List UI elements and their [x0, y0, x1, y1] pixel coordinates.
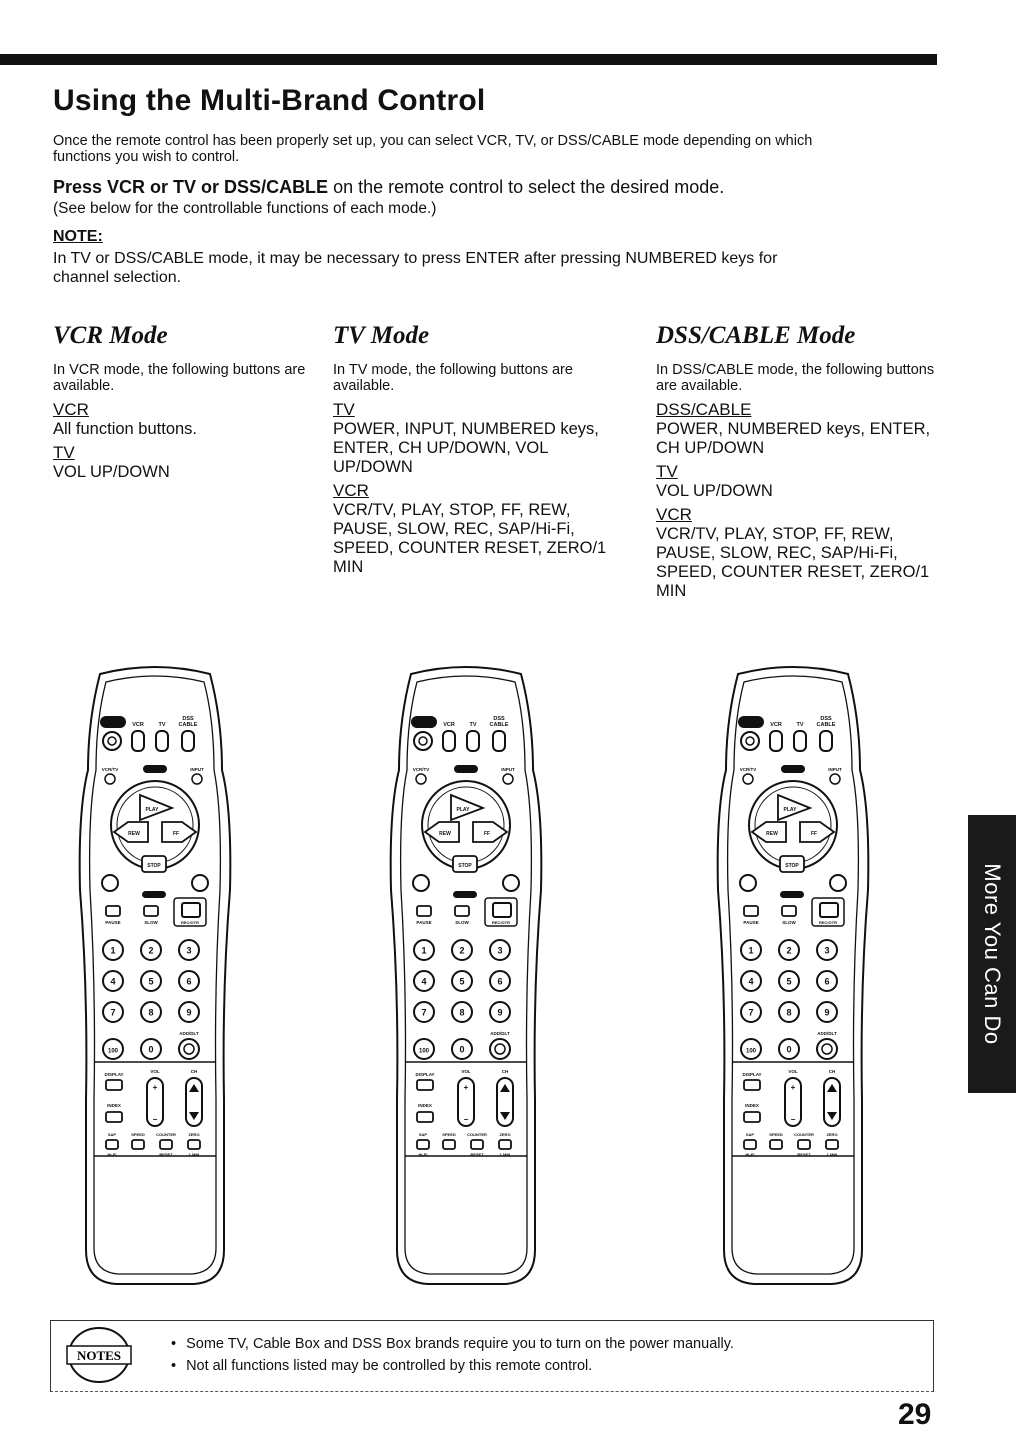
vcr-label: VCR: [443, 722, 455, 728]
slow-label: SLOW: [455, 920, 469, 925]
input-label: INPUT: [501, 767, 515, 772]
adddlt-label: ADD/DLT: [490, 1031, 510, 1036]
power-button: [414, 732, 432, 750]
stop-label: STOP: [458, 863, 472, 869]
number-key-label: 5: [459, 976, 465, 987]
dss-mode-column: [656, 322, 941, 605]
ch-up-button: [740, 875, 756, 891]
enter-button: [780, 891, 804, 898]
display-button: [106, 1080, 122, 1090]
cable-label: CABLE: [489, 722, 509, 728]
vol-plus-label: +: [790, 1083, 796, 1092]
bottom-key-sublabel: 1 MIN: [826, 1152, 838, 1157]
vcrtv-label: VCR/TV: [412, 767, 430, 772]
bottom-key-sublabel: 1 MIN: [188, 1152, 200, 1157]
bottom-key: [188, 1140, 200, 1149]
number-key-label: 8: [459, 1007, 465, 1018]
cable-mode-button: [820, 731, 832, 751]
power-label: POWER: [103, 720, 123, 727]
tv-mode-vcr-label: VCR: [333, 481, 369, 500]
remote-illustration-tv: [387, 660, 545, 1288]
bottom-key: [417, 1140, 429, 1149]
bottom-key: [744, 1140, 756, 1149]
dss-mode-dss-text: POWER, NUMBERED keys, ENTER, CH UP/DOWN: [656, 420, 931, 457]
remote-illustration-dss: [714, 660, 872, 1288]
number-key-label: 5: [148, 976, 154, 987]
vol-label: VOL: [150, 1069, 160, 1074]
adddlt-button: [490, 1039, 510, 1059]
display-button: [417, 1080, 433, 1090]
ff-label: FF: [483, 831, 491, 837]
number-key-label: 9: [497, 1007, 503, 1018]
number-key-label: 9: [824, 1007, 830, 1018]
dss-mode-tv-label: TV: [656, 462, 678, 481]
dss-mode-vcr-label: VCR: [656, 505, 692, 524]
ch-down-button: [192, 875, 208, 891]
bottom-key-sublabel: RESET: [470, 1152, 484, 1157]
number-key-label: 7: [421, 1007, 427, 1018]
number-key-label: 4: [110, 976, 116, 987]
number-key-label: 2: [459, 945, 465, 956]
tv-label: TV: [796, 722, 804, 728]
slow-button: [455, 906, 469, 916]
dss-mode-heading: DSS/CABLE Mode: [656, 322, 856, 349]
bottom-key-label: SAP: [107, 1132, 117, 1137]
stop-label: STOP: [785, 863, 799, 869]
ch-down-button: [503, 875, 519, 891]
index-button: [744, 1112, 760, 1122]
power-button: [741, 732, 759, 750]
ch-down-button: [830, 875, 846, 891]
vcrtv-button: [416, 774, 426, 784]
note-text: In TV or DSS/CABLE mode, it may be necessary to press ENTER after pressing NUMBERED keys for channel selection.: [53, 250, 778, 286]
adddlt-label: ADD/DLT: [817, 1031, 837, 1036]
adddlt-button: [817, 1039, 837, 1059]
vol-minus-label: −: [790, 1115, 796, 1124]
vcrtv-button: [105, 774, 115, 784]
vol-minus-label: −: [463, 1115, 469, 1124]
page-number: 29: [898, 1398, 932, 1431]
notes-item: • Some TV, Cable Box and DSS Box brands require you to turn on the power manually.: [171, 1333, 734, 1355]
dss-mode-dss-label: DSS/CABLE: [656, 400, 752, 419]
number-key-label: 1: [748, 945, 754, 956]
dss-label: DSS: [182, 716, 194, 722]
bottom-key-label: SAP: [745, 1132, 755, 1137]
pause-label: PAUSE: [416, 920, 432, 925]
dss-label: DSS: [493, 716, 505, 722]
ch-label: CH: [190, 1069, 198, 1074]
notes-item: • Not all functions listed may be controlled by this remote control.: [171, 1355, 734, 1377]
display-label: DISPLAY: [415, 1072, 435, 1077]
rec-label: REC/OTR: [492, 920, 510, 925]
input-button: [830, 774, 840, 784]
cable-label: CABLE: [816, 722, 836, 728]
remote-body-group: [80, 667, 231, 1284]
pause-label: PAUSE: [743, 920, 759, 925]
input-label: INPUT: [190, 767, 204, 772]
bottom-key: [160, 1140, 172, 1149]
power-button: [103, 732, 121, 750]
vcrtv-label: VCR/TV: [739, 767, 757, 772]
vcr-mode-heading: VCR Mode: [53, 322, 168, 349]
rew-label: REW: [128, 831, 140, 837]
display-label: DISPLAY: [104, 1072, 124, 1077]
enter-button: [453, 891, 477, 898]
intro-paragraph: Once the remote control has been properly set up, you can select VCR, TV, or DSS/CABLE mode depending on which functions you wish to control.: [53, 133, 813, 165]
pause-button: [417, 906, 431, 916]
number-key-label: 100: [745, 1048, 757, 1055]
bottom-key: [443, 1140, 455, 1149]
slow-label: SLOW: [782, 920, 796, 925]
pause-label: PAUSE: [105, 920, 121, 925]
input-button: [192, 774, 202, 784]
bottom-key: [798, 1140, 810, 1149]
pause-button: [106, 906, 120, 916]
vcrtv-label: VCR/TV: [101, 767, 119, 772]
number-key-label: 1: [110, 945, 116, 956]
bottom-key-label: SPEED: [442, 1132, 456, 1137]
number-key-label: 4: [748, 976, 754, 987]
vol-plus-label: +: [152, 1083, 158, 1092]
number-key-label: 100: [107, 1048, 119, 1055]
number-key-label: 3: [824, 945, 830, 956]
number-key-label: 9: [186, 1007, 192, 1018]
tv-mode-button: [467, 731, 479, 751]
notes-box: [50, 1320, 934, 1392]
input-label: INPUT: [828, 767, 842, 772]
display-label: DISPLAY: [742, 1072, 762, 1077]
tv-mode-vcr-text: VCR/TV, PLAY, STOP, FF, REW, PAUSE, SLOW, REC, SAP/Hi-Fi, SPEED, COUNTER RESET, ZERO/1 MIN: [333, 501, 607, 576]
press-instruction: [53, 177, 873, 198]
vol-label: VOL: [461, 1069, 471, 1074]
vcr-label: VCR: [770, 722, 782, 728]
number-key-label: 2: [148, 945, 154, 956]
index-button: [417, 1112, 433, 1122]
enter-button: [142, 891, 166, 898]
number-key-label: 0: [459, 1044, 465, 1055]
notes-list: [171, 1333, 734, 1377]
bottom-key: [770, 1140, 782, 1149]
ch-up-button: [102, 875, 118, 891]
power-label: POWER: [741, 720, 761, 727]
bottom-key-sublabel: RESET: [797, 1152, 811, 1157]
page-title: Using the Multi-Brand Control: [53, 84, 486, 117]
cable-mode-button: [493, 731, 505, 751]
vol-plus-label: +: [463, 1083, 469, 1092]
bottom-key-sublabel: Hi-Fi: [745, 1152, 755, 1157]
header-rule: [0, 54, 937, 65]
press-bold: Press VCR or TV or DSS/CABLE: [53, 177, 329, 197]
bottom-key: [106, 1140, 118, 1149]
ff-label: FF: [810, 831, 818, 837]
ch-label: CH: [828, 1069, 836, 1074]
bottom-key: [826, 1140, 838, 1149]
notes-icon-label: NOTES: [76, 1348, 122, 1363]
number-key-label: 100: [418, 1048, 430, 1055]
bottom-key-label: SAP: [418, 1132, 428, 1137]
vcr-mode-lead: In VCR mode, the following buttons are available.: [53, 362, 306, 394]
input-button: [503, 774, 513, 784]
vcr-mode-button: [443, 731, 455, 751]
bottom-key: [132, 1140, 144, 1149]
vcrtv-button: [743, 774, 753, 784]
power-label: POWER: [414, 720, 434, 727]
index-label: INDEX: [107, 1103, 121, 1108]
remote-body-group: [718, 667, 869, 1284]
bottom-key-label: SPEED: [769, 1132, 783, 1137]
ch-label: CH: [501, 1069, 509, 1074]
play-label: PLAY: [783, 807, 797, 813]
vcr-mode-button: [770, 731, 782, 751]
number-key-label: 8: [148, 1007, 154, 1018]
number-key-label: 2: [786, 945, 792, 956]
side-tab: [968, 815, 1016, 1093]
note-heading: NOTE:: [53, 228, 103, 245]
adddlt-button: [179, 1039, 199, 1059]
side-tab-label: More You Can Do: [980, 863, 1005, 1045]
rec-button: [820, 903, 838, 917]
play-label: PLAY: [456, 807, 470, 813]
tv-mode-column: [333, 322, 613, 581]
vcr-mode-vcr-label: VCR: [53, 400, 89, 419]
remote-illustration-vcr: [76, 660, 234, 1288]
bottom-key-sublabel: RESET: [159, 1152, 173, 1157]
number-key-label: 3: [497, 945, 503, 956]
bottom-key-label: COUNTER: [467, 1132, 487, 1137]
tv-label: TV: [469, 722, 477, 728]
stop-label: STOP: [147, 863, 161, 869]
dss-mode-lead: In DSS/CABLE mode, the following buttons are available.: [656, 362, 935, 394]
rew-label: REW: [439, 831, 451, 837]
ch-up-button: [413, 875, 429, 891]
vol-minus-label: −: [152, 1115, 158, 1124]
rec-button: [182, 903, 200, 917]
bottom-key-label: ZERO: [826, 1132, 838, 1137]
adddlt-label: ADD/DLT: [179, 1031, 199, 1036]
bottom-key-sublabel: Hi-Fi: [418, 1152, 428, 1157]
rec-label: REC/OTR: [181, 920, 199, 925]
number-key-label: 5: [786, 976, 792, 987]
number-key-label: 8: [786, 1007, 792, 1018]
number-key-label: 1: [421, 945, 427, 956]
slow-button: [144, 906, 158, 916]
slow-label: SLOW: [144, 920, 158, 925]
vol-label: VOL: [788, 1069, 798, 1074]
pause-button: [744, 906, 758, 916]
rec-label: REC/OTR: [819, 920, 837, 925]
rec-button: [493, 903, 511, 917]
notes-icon: [65, 1325, 133, 1385]
index-label: INDEX: [418, 1103, 432, 1108]
remote-body-group: [391, 667, 542, 1284]
see-below-text: (See below for the controllable functions of each mode.): [53, 200, 437, 217]
slow-button: [782, 906, 796, 916]
index-label: INDEX: [745, 1103, 759, 1108]
bottom-key-label: COUNTER: [156, 1132, 176, 1137]
bottom-key-label: SPEED: [131, 1132, 145, 1137]
select-label: SELECT: [147, 767, 163, 772]
tv-mode-button: [156, 731, 168, 751]
bottom-key-sublabel: Hi-Fi: [107, 1152, 117, 1157]
vcr-mode-column: [53, 322, 343, 486]
vcr-mode-tv-label: TV: [53, 443, 75, 462]
bottom-key-label: ZERO: [499, 1132, 511, 1137]
bottom-key-label: ZERO: [188, 1132, 200, 1137]
vcr-mode-tv-text: VOL UP/DOWN: [53, 463, 170, 481]
index-button: [106, 1112, 122, 1122]
cable-mode-button: [182, 731, 194, 751]
number-key-label: 0: [148, 1044, 154, 1055]
tv-mode-lead: In TV mode, the following buttons are available.: [333, 362, 573, 394]
play-label: PLAY: [145, 807, 159, 813]
number-key-label: 7: [110, 1007, 116, 1018]
number-key-label: 3: [186, 945, 192, 956]
ff-label: FF: [172, 831, 180, 837]
dss-label: DSS: [820, 716, 832, 722]
tv-mode-button: [794, 731, 806, 751]
cable-label: CABLE: [178, 722, 198, 728]
vcr-mode-vcr-text: All function buttons.: [53, 420, 198, 438]
rew-label: REW: [766, 831, 778, 837]
number-key-label: 0: [786, 1044, 792, 1055]
bottom-key-sublabel: 1 MIN: [499, 1152, 511, 1157]
number-key-label: 7: [748, 1007, 754, 1018]
dss-mode-tv-text: VOL UP/DOWN: [656, 482, 773, 500]
bottom-key-label: COUNTER: [794, 1132, 814, 1137]
select-label: SELECT: [785, 767, 801, 772]
number-key-label: 4: [421, 976, 427, 987]
select-label: SELECT: [458, 767, 474, 772]
number-key-label: 6: [497, 976, 503, 987]
tv-mode-heading: TV Mode: [333, 322, 430, 349]
number-key-label: 6: [824, 976, 830, 987]
number-key-label: 6: [186, 976, 192, 987]
bottom-key: [499, 1140, 511, 1149]
tv-mode-tv-label: TV: [333, 400, 355, 419]
bottom-key: [471, 1140, 483, 1149]
dss-mode-vcr-text: VCR/TV, PLAY, STOP, FF, REW, PAUSE, SLOW, REC, SAP/Hi-Fi, SPEED, COUNTER RESET, ZERO/1 MIN: [656, 525, 930, 600]
tv-label: TV: [158, 722, 166, 728]
display-button: [744, 1080, 760, 1090]
vcr-label: VCR: [132, 722, 144, 728]
tv-mode-tv-text: POWER, INPUT, NUMBERED keys, ENTER, CH UP/DOWN, VOL UP/DOWN: [333, 420, 599, 476]
vcr-mode-button: [132, 731, 144, 751]
press-rest: on the remote control to select the desired mode.: [328, 177, 725, 197]
